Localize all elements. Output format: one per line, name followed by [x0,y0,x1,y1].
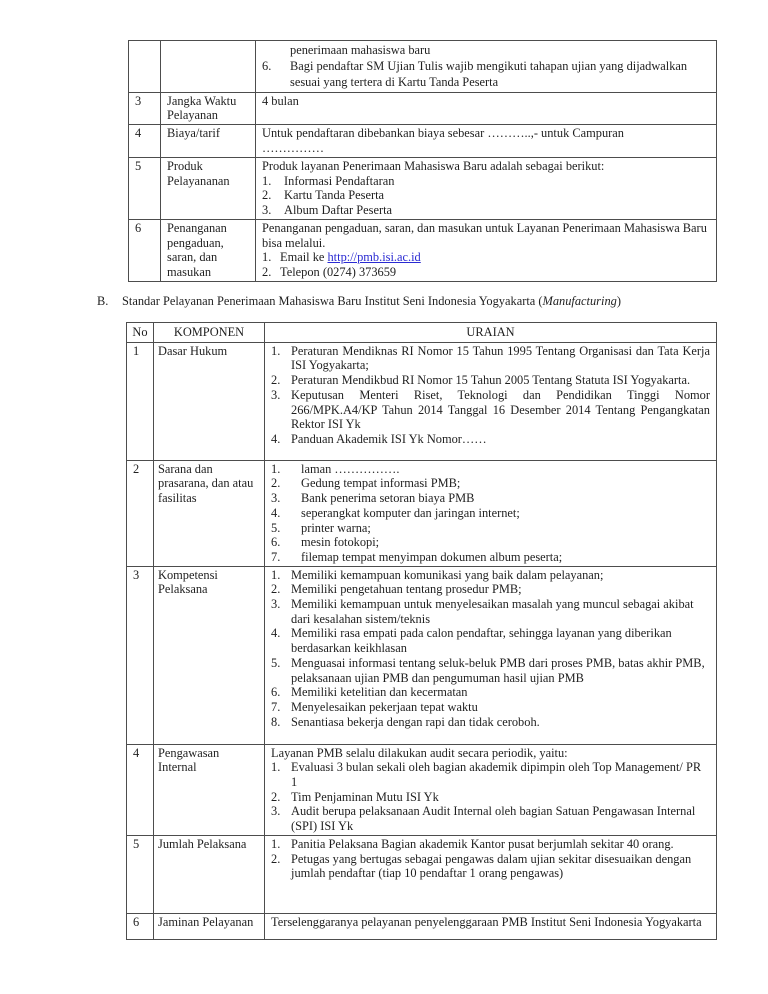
list-intro: Layanan PMB selalu dilakukan audit secara periodik, yaitu: [271,745,568,760]
table-row [127,460,717,566]
list-text: Peraturan Mendikbud RI Nomor 15 Tahun 2005 Tentang Statuta ISI Yogyakarta. [291,373,691,388]
list-text: Kartu Tanda Peserta [284,188,385,203]
list-item [271,790,710,805]
list-text: Album Daftar Peserta [284,203,393,218]
cell-uraian: Terselenggaranya pelayanan penyelenggaraan PMB Institut Seni Indonesia Yogyakarta [265,913,717,939]
list-text: printer warna; [301,520,371,535]
list-number: 4. [271,626,281,641]
list-number: 5. [271,655,281,670]
list-text: Memiliki pengetahuan tentang prosedur PMB; [291,582,522,597]
list-number: 1. [262,250,272,265]
list-item [262,188,710,203]
cell-no: 5 [129,158,161,220]
list-item [262,58,710,90]
list-item [271,837,710,852]
list-item [271,715,710,730]
list-number: 7. [271,549,281,564]
list-item [271,760,710,789]
list-text: Peraturan Mendiknas RI Nomor 15 Tahun 1995 Tentang Organisasi dan Tata Kerja ISI Yogyakarta; [291,343,710,373]
list-number: 2. [271,373,281,388]
cell-no: 1 [127,342,154,460]
table-row [127,342,717,460]
list-item [262,250,710,265]
list-item [271,373,710,388]
pmb-link[interactable]: http://pmb.isi.ac.id [327,250,421,265]
list-text: mesin fotokopi; [301,535,380,550]
list-item [271,476,710,491]
numbered-list [271,344,710,447]
list-number: 1. [262,173,272,188]
table-row [129,92,717,124]
list-number: 3. [262,203,272,218]
cell-uraian [265,342,717,460]
list-number: 7. [271,699,281,714]
list-text: Panitia Pelaksana Bagian akademik Kantor pusat berjumlah sekitar 40 orang. [291,836,674,851]
numbered-list [271,760,710,834]
cell-komponen: Kompetensi Pelaksana [154,566,265,744]
list-item [271,550,710,565]
list-text: Evaluasi 3 bulan sekali oleh bagian akademik dipimpin oleh Top Management/ PR 1 [291,760,702,790]
list-number: 3. [271,491,281,506]
list-item [271,535,710,550]
list-text: Keputusan Menteri Riset, Teknologi dan Pendidikan Tinggi Nomor 266/MPK.A4/KP Tahun 2014 Tanggal 16 Desember 2014 Tentang Pengangkatan Rektor ISI Yk [291,387,710,432]
list-text: Menguasai informasi tentang seluk-beluk PMB dari proses PMB, batas akhir PMB, pelaksanaan ujian PMB dan pengumuman hasil ujian PMB [291,655,705,685]
service-standard-table-continuation [128,40,717,282]
list-item [271,626,710,655]
table-row [129,41,717,93]
list-item [271,656,710,685]
list-number: 2. [271,851,281,866]
list-item [271,597,710,626]
list-number: 1. [271,343,281,358]
list-text: Memiliki kemampuan untuk menyelesaikan masalah yang muncul sebagai akibat dari kesalahan sistem/teknis [291,597,694,626]
list-text: Bank penerima setoran biaya PMB [301,491,475,506]
list-item [262,265,710,280]
uraian-line: Untuk pendaftaran dibebankan biaya sebesar ………..,- untuk Campuran [262,126,624,141]
list-item [262,203,710,218]
list-number: 5. [271,520,281,535]
list-number: 6. [271,535,281,550]
cell-uraian [265,460,717,566]
list-number: 3. [271,387,281,402]
list-item [271,804,710,833]
cell-uraian [256,41,717,93]
section-title-close: ) [616,294,621,308]
table-row [127,913,717,939]
list-text: Panduan Akademik ISI Yk Nomor…… [291,431,487,446]
section-title-text: Standar Pelayanan Penerimaan Mahasiswa Baru Institut Seni Indonesia Yogyakarta ( [122,294,543,308]
header-no: No [127,323,154,343]
list-text: Senantiasa bekerja dengan rapi dan tidak ceroboh. [291,714,540,729]
list-number: 3. [271,804,281,819]
list-item [271,462,710,477]
cell-uraian [265,835,717,913]
numbered-list [271,462,710,565]
cell-komponen: Biaya/tarif [161,125,256,158]
list-item [271,852,710,881]
list-item [271,506,710,521]
list-number: 6. [262,59,272,74]
list-item [271,521,710,536]
cell-komponen: Sarana dan prasarana, dan atau fasilitas [154,460,265,566]
cell-no: 4 [127,744,154,835]
numbered-list [262,174,710,218]
list-item [271,582,710,597]
list-number: 2. [271,582,281,597]
cell-uraian [256,219,717,281]
cell-no: 2 [127,460,154,566]
cell-uraian [256,158,717,220]
cell-no: 6 [127,913,154,939]
list-number: 2. [262,188,272,203]
cell-komponen: Produk Pelayananan [161,158,256,220]
list-text: Gedung tempat informasi PMB; [301,476,461,491]
continuation-text: penerimaan mahasiswa baru [290,43,431,57]
list-item [271,388,710,432]
list-text: Memiliki ketelitian dan kecermatan [291,685,468,700]
cell-uraian [256,125,717,158]
list-text: Audit berupa pelaksanaan Audit Internal oleh bagian Satuan Pengawasan Internal (SPI) ISI Yk [291,804,696,834]
section-b-heading [97,294,737,309]
list-number: 4. [271,505,281,520]
table-row [129,125,717,158]
cell-no: 5 [127,835,154,913]
list-item [271,432,710,447]
list-text: seperangkat komputer dan jaringan internet; [301,505,520,520]
numbered-list [271,837,710,881]
list-number: 8. [271,714,281,729]
cell-uraian: 4 bulan [256,92,717,124]
cell-no [129,41,161,93]
cell-uraian [265,566,717,744]
list-item [271,568,710,583]
cell-komponen: Pengawasan Internal [154,744,265,835]
list-text: Telepon (0274) 373659 [280,264,397,279]
list-item [262,174,710,189]
list-item [271,491,710,506]
table-row [127,835,717,913]
section-label: B. [97,294,109,308]
list-number: 1. [271,760,281,775]
cell-komponen: Penanganan pengaduan, saran, dan masukan [161,219,256,281]
list-item [271,344,710,373]
numbered-list [271,568,710,730]
table-header-row [127,323,717,343]
email-label: Email ke [280,250,328,265]
list-number: 4. [271,431,281,446]
cell-komponen: Dasar Hukum [154,342,265,460]
list-text: Memiliki rasa empati pada calon pendaftar, sehingga layanan yang diberikan berdasarkan keikhlasan [291,626,672,656]
cell-no: 6 [129,219,161,281]
list-text: Informasi Pendaftaran [284,173,395,188]
list-item [271,685,710,700]
section-title [122,294,621,309]
manufacturing-standard-table [126,322,717,940]
list-text: Memiliki kemampuan komunikasi yang baik dalam pelayanan; [291,567,604,582]
cell-no: 3 [127,566,154,744]
list-text [280,250,710,265]
table-row [129,219,717,281]
cell-komponen: Jumlah Pelaksana [154,835,265,913]
header-uraian: URAIAN [265,323,717,343]
table-row [127,744,717,835]
section-title-italic: Manufacturing [542,294,617,308]
list-text: Tim Penjaminan Mutu ISI Yk [291,789,439,804]
table-row [129,158,717,220]
cell-komponen: Jangka Waktu Pelayanan [161,92,256,124]
list-item [271,700,710,715]
list-number: 2. [262,264,272,279]
list-number: 1. [271,461,281,476]
cell-no: 4 [129,125,161,158]
list-text: filemap tempat menyimpan dokumen album peserta; [301,549,563,564]
list-text: laman ……………. [301,461,400,476]
list-number: 3. [271,597,281,612]
header-komponen: KOMPONEN [154,323,265,343]
list-number: 2. [271,789,281,804]
list-number: 1. [271,836,281,851]
cell-no: 3 [129,92,161,124]
list-number: 1. [271,567,281,582]
table-row [127,566,717,744]
list-intro: Penanganan pengaduan, saran, dan masukan untuk Layanan Penerimaan Mahasiswa Baru bisa melalui. [262,220,707,250]
list-number: 2. [271,476,281,491]
cell-komponen: Jaminan Pelayanan [154,913,265,939]
cell-komponen [161,41,256,93]
list-text: Menyelesaikan pekerjaan tepat waktu [291,699,478,714]
cell-uraian [265,744,717,835]
list-text: Petugas yang bertugas sebagai pengawas dalam ujian sekitar disesuaikan dengan jumlah pendaftar (tiap 10 pendaftar 1 orang pengawas) [291,851,692,881]
list-text: Bagi pendaftar SM Ujian Tulis wajib mengikuti tahapan ujian yang dijadwalkan sesuai yang tertera di Kartu Tanda Peserta [290,59,688,90]
list-number: 6. [271,685,281,700]
uraian-line: …………… [262,140,324,155]
list-intro: Produk layanan Penerimaan Mahasiswa Baru adalah sebagai berikut: [262,159,605,174]
